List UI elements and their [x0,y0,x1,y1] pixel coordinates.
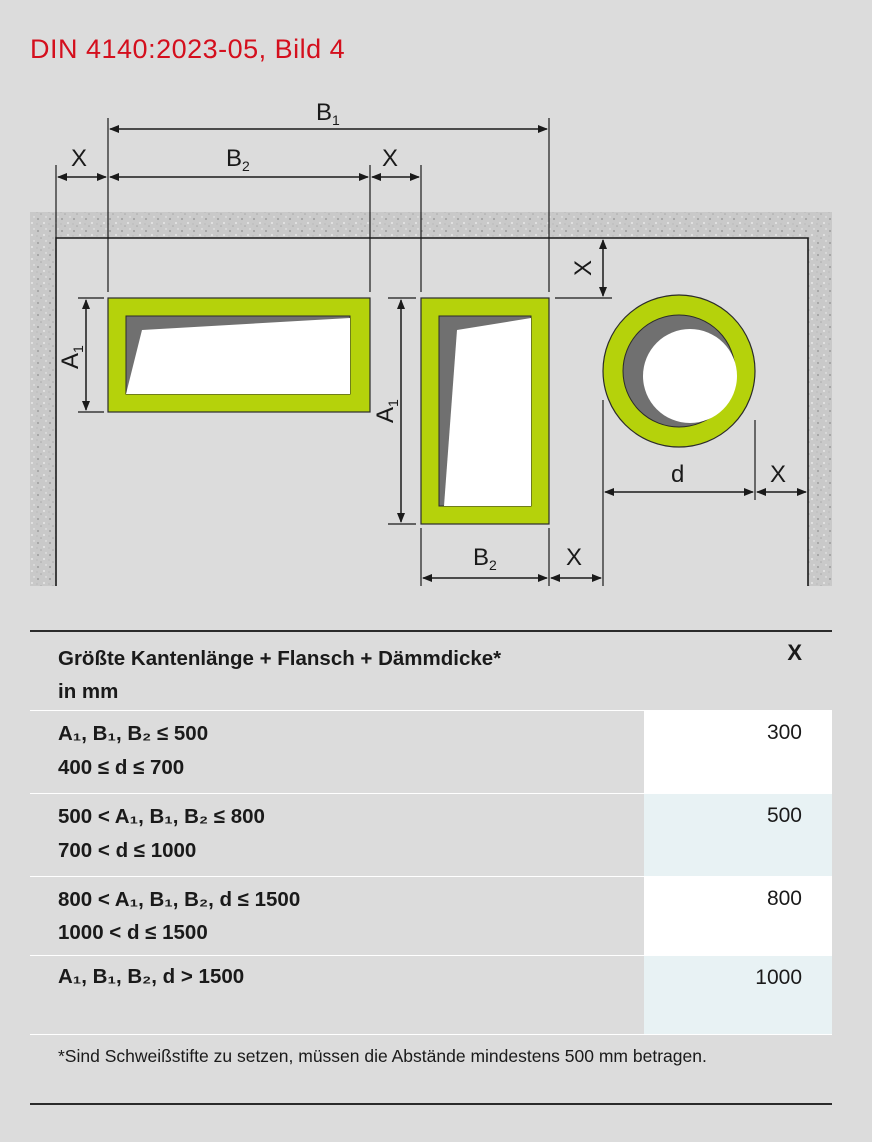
label-A1-left: $A_1$ [57,345,86,369]
label-X-bottom: X [566,544,583,571]
header-left: Größte Kantenlänge + Flansch + Dämmdicke* in mm [58,647,502,703]
label-B2-bottom: $B_2$ [473,544,497,573]
duct-rect-horizontal [108,298,370,412]
row-value: 300 [644,711,832,793]
footnote-text: *Sind Schweißstifte zu setzen, müssen die Abstände mindestens 500 mm betragen. [58,1046,707,1066]
row-condition-d: 1000 < d ≤ 1500 [58,921,208,944]
row-condition: A₁, B₁, B₂ ≤ 500 [58,722,209,745]
row-condition: A₁, B₁, B₂, d > 1500 [58,965,245,988]
page-title: DIN 4140:2023-05, Bild 4 [30,34,346,64]
table-footnote [30,1034,832,1105]
label-X-right: X [770,461,787,488]
row-condition: 800 < A₁, B₁, B₂, d ≤ 1500 [58,888,301,911]
table-row [30,876,832,955]
label-d: d [671,461,685,488]
row-value: 1000 [644,956,832,1034]
label-B1: $B_1$ [316,99,340,128]
label-X-ceiling: X [570,259,597,276]
table-header [30,630,832,710]
label-B2-top: $B_2$ [226,145,250,174]
duct-rect-vertical [421,298,549,524]
table-row [30,955,832,1034]
label-A1-right: $A_1$ [372,399,401,423]
clearance-table [30,630,832,1105]
header-right: X [787,640,802,665]
row-value: 500 [644,794,832,876]
table-row [30,710,832,793]
row-condition: 500 < A₁, B₁, B₂ ≤ 800 [58,805,265,828]
label-X-left: X [71,145,88,172]
table-row [30,793,832,876]
row-condition-d: 400 ≤ d ≤ 700 [58,756,185,779]
duct-round [603,295,755,447]
row-value: 800 [644,877,832,955]
label-X-mid: X [382,145,399,172]
row-condition-d: 700 < d ≤ 1000 [58,839,197,862]
